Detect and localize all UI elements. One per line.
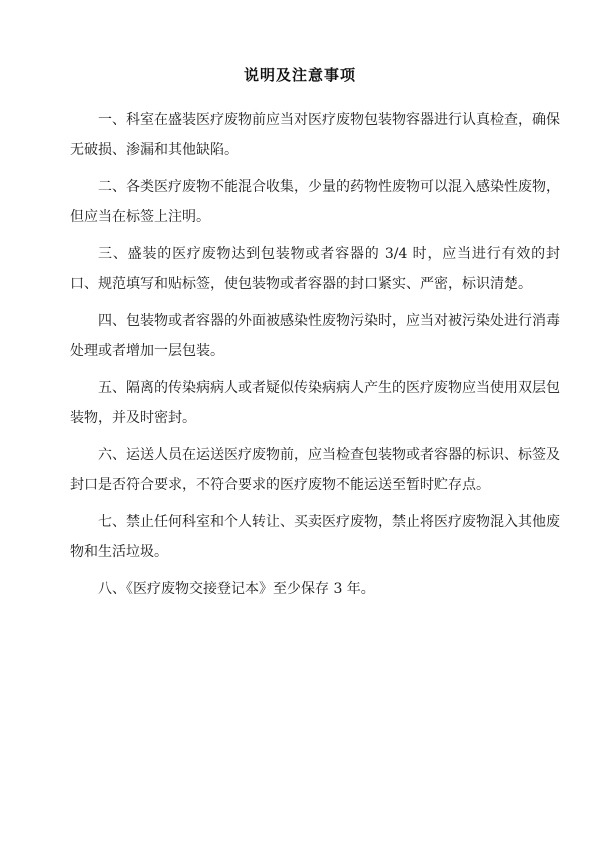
notice-item-1: 一、科室在盛装医疗废物前应当对医疗废物包装物容器进行认真检查，确保无破损、渗漏和其他缺陷。 — [70, 112, 560, 158]
notice-item-2: 二、各类医疗废物不能混合收集，少量的药物性废物可以混入感染性废物，但应当在标签上注明。 — [70, 179, 560, 225]
page-title: 说明及注意事项 — [243, 66, 356, 84]
notice-item-6: 六、运送人员在运送医疗废物前，应当检查包装物或者容器的标识、标签及封口是否符合要求，不符合要求的医疗废物不能运送至暂时贮存点。 — [70, 447, 560, 493]
notice-item-5: 五、隔离的传染病病人或者疑似传染病病人产生的医疗废物应当使用双层包装物，并及时密封。 — [70, 380, 560, 426]
notice-item-3: 三、盛装的医疗废物达到包装物或者容器的 3/4 时，应当进行有效的封口、规范填写和贴标签，使包装物或者容器的封口紧实、严密，标识清楚。 — [70, 246, 560, 292]
notice-item-4: 四、包装物或者容器的外面被感染性废物污染时，应当对被污染处进行消毒处理或者增加一层包装。 — [70, 313, 560, 359]
notice-item-7: 七、禁止任何科室和个人转让、买卖医疗废物，禁止将医疗废物混入其他废物和生活垃圾。 — [70, 514, 560, 560]
notice-list — [70, 106, 560, 613]
notice-item-8: 八、《医疗废物交接登记本》至少保存 3 年。 — [98, 581, 375, 597]
